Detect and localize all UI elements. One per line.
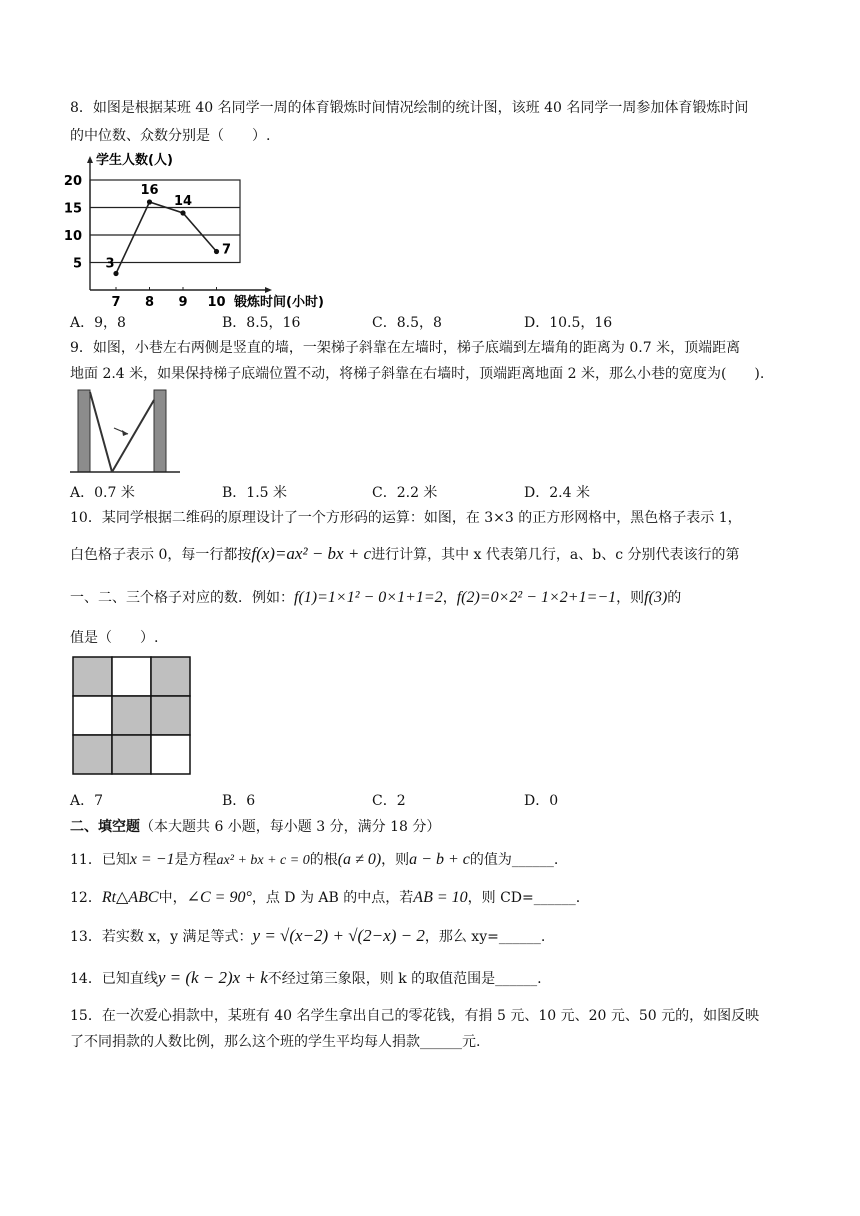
q10-line1: 10．某同学根据二维码的原理设计了一个方形码的运算：如图，在 3×3 的正方形网格中，黑色格子表示 1，	[70, 510, 742, 526]
chart-point	[147, 199, 152, 204]
q9-option-d: D．2.4 米	[524, 485, 590, 501]
chart-y-tick-label: 5	[72, 256, 82, 272]
q9-line1: 9．如图，小巷左右两侧是竖直的墙，一架梯子斜靠在左墙时，梯子底端到左墙角的距离为 0.7 米，顶端距离	[70, 340, 741, 356]
q13-text-a: 13．若实数 x，y 满足等式：	[70, 929, 253, 945]
q10-option-b: B．6	[222, 793, 256, 809]
grid-cell-white	[151, 735, 190, 774]
q11-text-b: 是方程	[174, 852, 217, 868]
x-axis-arrow-icon	[265, 287, 272, 293]
q11-text-e: 的值为______.	[469, 852, 559, 868]
q8-option-b: B．8.5，16	[222, 315, 301, 331]
grid-cell-black	[73, 657, 112, 696]
q10-grid-figure	[72, 656, 194, 778]
q9-option-c: C．2.2 米	[372, 485, 438, 501]
q9-option-a: A．0.7 米	[70, 485, 135, 501]
grid-cell-black	[112, 735, 151, 774]
q9-line2: 地面 2.4 米，如果保持梯子底端位置不动，将梯子斜靠在右墙时，顶端距离地面 2 米，那么小巷的宽度为( ).	[70, 366, 765, 382]
chart-y-tick-label: 10	[63, 229, 82, 244]
q10-line3-sep: ，	[442, 590, 457, 606]
q11-eq-expr: a − b + c	[409, 851, 470, 868]
q8-option-d: D．10.5，16	[524, 315, 613, 331]
q11-text-c: 的根	[309, 852, 338, 868]
q10-line3-text-c: 的	[667, 590, 682, 606]
chart-data-label: 7	[221, 242, 232, 258]
chart-data-label: 14	[173, 194, 193, 209]
grid-cell-black	[151, 657, 190, 696]
chart-x-tick-label: 8	[144, 295, 155, 310]
q14-text-a: 14．已知直线	[70, 971, 158, 987]
q8-option-c: C．8.5，8	[372, 315, 442, 331]
q11-eq-condition: (a ≠ 0)	[337, 851, 382, 868]
grid-cell-white	[73, 696, 112, 735]
q9-option-b: B．1.5 米	[222, 485, 288, 501]
grid-cell-black	[73, 735, 112, 774]
section-2-header	[70, 816, 440, 836]
q12-eq-angle: ∠C = 90°	[186, 889, 252, 906]
chart-point	[113, 271, 118, 276]
q10-option-c: C．2	[372, 793, 406, 809]
grid-cell-white	[112, 657, 151, 696]
q9-alley-ladder-figure	[68, 386, 186, 478]
q15-line1: 15．在一次爱心捐款中，某班有 40 名学生拿出自己的零花钱，有捐 5 元、10 元、20 元、50 元的，如图反映	[70, 1008, 760, 1024]
q10-line2-text-b: 进行计算，其中 x 代表第几行，a、b、c 分别代表该行的第	[371, 547, 740, 563]
q10-f3: f(3)	[644, 589, 668, 606]
q10-line4: 值是（ ）.	[70, 630, 159, 646]
grid-cell-black	[151, 696, 190, 735]
q11-text-a: 11．已知	[70, 852, 130, 868]
ladder-right	[112, 400, 154, 472]
q10-example-2: f(2)=0×2² − 1×2+1=−1	[456, 589, 617, 606]
chart-point	[214, 249, 219, 254]
chart-x-tick-label: 7	[111, 295, 121, 310]
q10-line3-text-a: 一、二、三个格子对应的数．例如：	[70, 590, 294, 606]
chart-x-axis-label: 锻炼时间(小时)	[234, 295, 324, 310]
chart-y-axis-label: 学生人数(人)	[96, 153, 173, 168]
q10-formula: f(x)=ax² − bx + c	[251, 544, 372, 563]
q12-eq-ab: AB = 10	[413, 889, 468, 906]
q13-line	[70, 926, 545, 947]
grid-cell-black	[112, 696, 151, 735]
q11-line	[70, 850, 558, 871]
chart-y-tick-label: 20	[63, 174, 82, 189]
q14-text-b: 不经过第三象限，则 k 的取值范围是______.	[267, 971, 542, 987]
q13-text-b: ，那么 xy=______.	[424, 929, 546, 945]
q8-line1: 8．如图是根据某班 40 名同学一周的体育锻炼时间情况绘制的统计图，该班 40 名同学一周参加体育锻炼时间	[70, 100, 749, 116]
y-axis-arrow-icon	[87, 156, 93, 163]
chart-point	[180, 210, 185, 215]
chart-x-tick-label: 10	[207, 295, 226, 310]
right-wall	[154, 390, 166, 472]
q10-line3-text-b: ，则	[616, 590, 645, 606]
q10-line2	[70, 544, 740, 565]
q8-option-a: A．9，8	[70, 315, 126, 331]
q11-text-d: ，则	[381, 852, 410, 868]
q10-option-a: A．7	[70, 793, 104, 809]
q10-example-1: f(1)=1×1² − 0×1+1=2	[294, 589, 443, 606]
q14-eq: y = (k − 2)x + k	[157, 968, 268, 987]
q10-option-d: D．0	[524, 793, 559, 809]
q12-eq-triangle: Rt△ABC	[101, 889, 159, 906]
section-2-note: （本大题共 6 小题，每小题 3 分，满分 18 分）	[140, 819, 441, 835]
q12-line	[70, 888, 580, 908]
q12-text-b: 中，	[158, 890, 187, 906]
q12-text-d: ，则 CD=______.	[467, 890, 581, 906]
chart-y-tick-label: 15	[63, 201, 82, 217]
q12-text-a: 12．	[70, 890, 102, 906]
chart-data-label: 3	[105, 256, 115, 272]
q10-line2-text-a: 白色格子表示 0，每一行都按	[70, 547, 252, 563]
q11-eq-x: x = −1	[129, 851, 175, 868]
q14-line	[70, 968, 542, 989]
q11-eq-equation: ax² + bx + c = 0	[216, 853, 310, 868]
chart-x-tick-label: 9	[178, 295, 188, 310]
q12-text-c: ，点 D 为 AB 的中点，若	[251, 890, 414, 906]
q10-line3	[70, 588, 681, 608]
q15-line2: 了不同捐款的人数比例，那么这个班的学生平均每人捐款______元.	[70, 1034, 481, 1050]
left-wall	[78, 390, 90, 472]
q8-line2: 的中位数、众数分别是（ ）.	[70, 128, 271, 144]
q13-eq: y = √(x−2) + √(2−x) − 2	[252, 926, 425, 945]
q8-line-chart	[62, 148, 352, 310]
ladder-left	[90, 392, 112, 472]
section-2-title: 二、填空题	[70, 819, 140, 835]
chart-data-label: 16	[140, 183, 159, 198]
